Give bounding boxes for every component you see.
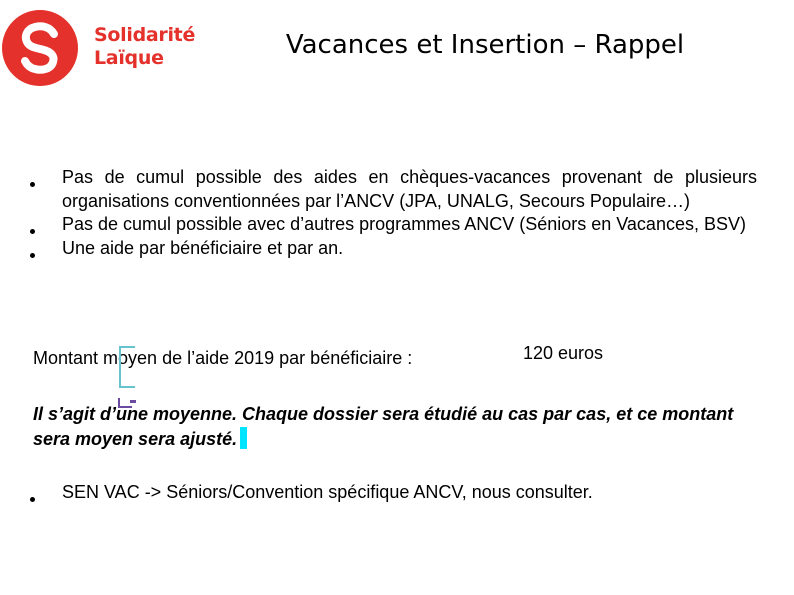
list-item xyxy=(30,237,757,261)
bullet-icon xyxy=(30,182,35,187)
list-item xyxy=(30,213,757,237)
amount-value[interactable]: 120 euros xyxy=(523,343,604,363)
logo-s-icon xyxy=(2,10,78,86)
bullet-icon xyxy=(30,229,35,234)
logo-line-2: Laïque xyxy=(94,47,164,69)
contact-list xyxy=(30,481,757,505)
note-text: Il s’agit d’une moyenne. Chaque dossier sera étudié au cas par cas, et ce montant sera moyen sera ajusté. xyxy=(33,404,734,449)
amount-label: Montant moyen de l’aide 2019 par bénéficiaire : xyxy=(33,348,413,368)
solidarite-laique-logo xyxy=(0,6,200,86)
average-note[interactable] xyxy=(33,402,763,452)
caret-icon xyxy=(240,427,247,449)
list-item-text: SEN VAC -> Séniors/Convention spécifique ANCV, nous consulter. xyxy=(62,482,593,502)
list-item xyxy=(30,481,757,505)
list-item-text: Une aide par bénéficiaire et par an. xyxy=(62,237,344,258)
logo-line-1: Solidarité xyxy=(94,24,196,46)
selection-bracket-marker xyxy=(119,346,135,388)
rules-list xyxy=(30,166,757,260)
list-item-text: Pas de cumul possible des aides en chèques-vacances provenant de plusieurs organisations conventionnées par l’ANCV (JPA, UNALG, Secours Populaire…) xyxy=(62,167,757,211)
slide-title: Vacances et Insertion – Rappel xyxy=(285,30,685,60)
bullet-icon xyxy=(30,497,35,502)
logo-text xyxy=(94,24,195,70)
bullet-icon xyxy=(30,253,35,258)
list-item-text: Pas de cumul possible avec d’autres programmes ANCV (Séniors en Vacances, BSV) xyxy=(62,214,746,234)
list-item xyxy=(30,166,757,213)
